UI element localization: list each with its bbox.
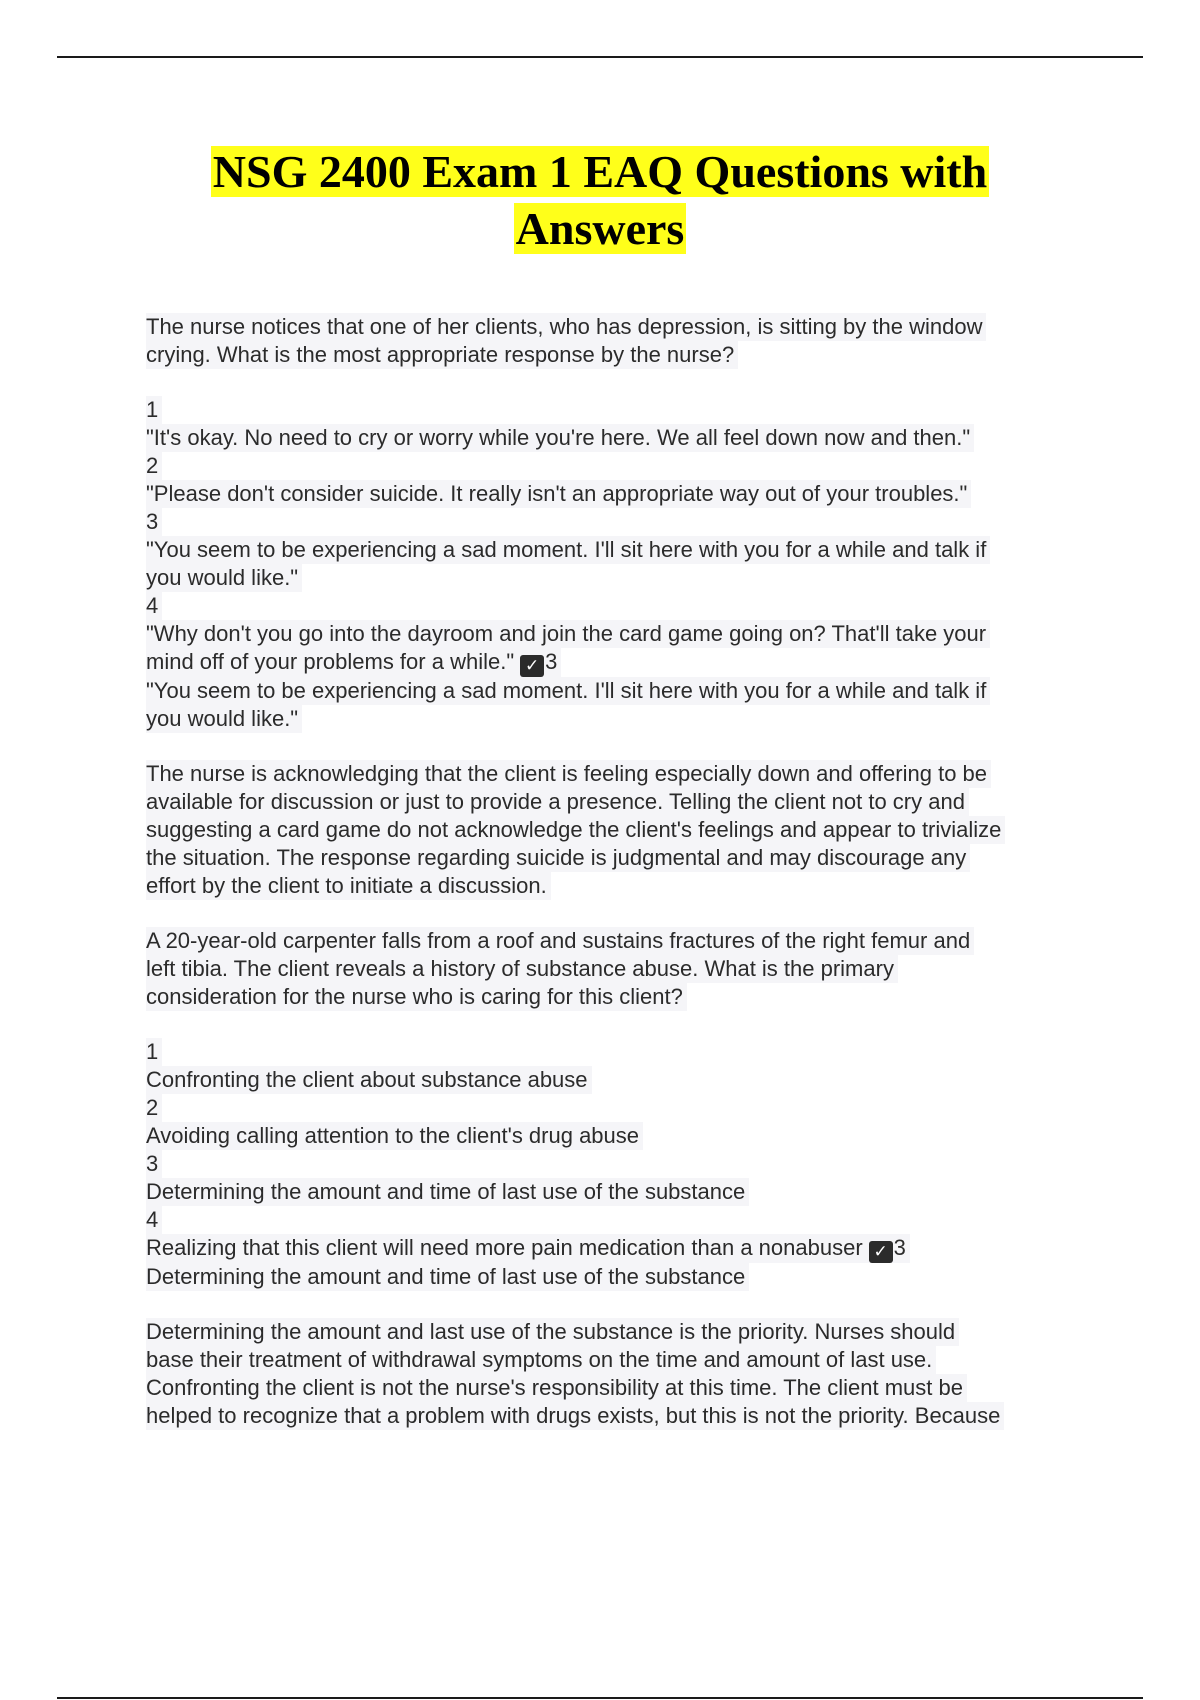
q2-option-4-answer-line bbox=[146, 1234, 910, 1263]
title-line-1: NSG 2400 Exam 1 EAQ Questions with bbox=[212, 146, 988, 197]
q1-answer-text: you would like." bbox=[146, 705, 302, 733]
q1-rationale-line: the situation. The response regarding suicide is judgmental and may discourage any bbox=[146, 844, 970, 872]
title-line-2: Answers bbox=[515, 203, 685, 254]
q1-stem-line: crying. What is the most appropriate response by the nurse? bbox=[146, 341, 738, 369]
q1-rationale-line: The nurse is acknowledging that the client is feeling especially down and offering to be bbox=[146, 760, 991, 788]
q2-option-1-text: Confronting the client about substance abuse bbox=[146, 1066, 592, 1094]
bottom-rule bbox=[57, 1697, 1143, 1699]
document-body bbox=[146, 313, 1096, 1430]
q1-option-1-text: "It's okay. No need to cry or worry while you're here. We all feel down now and then." bbox=[146, 424, 974, 452]
q2-option-3-number: 3 bbox=[146, 1150, 162, 1178]
q2-stem-line: consideration for the nurse who is caring for this client? bbox=[146, 983, 687, 1011]
q1-answer-number: 3 bbox=[545, 649, 558, 674]
q2-option-2-text: Avoiding calling attention to the client's drug abuse bbox=[146, 1122, 643, 1150]
q1-rationale-line: effort by the client to initiate a discussion. bbox=[146, 872, 551, 900]
q1-option-3-number: 3 bbox=[146, 508, 162, 536]
q1-rationale-line: suggesting a card game do not acknowledge the client's feelings and appear to trivialize bbox=[146, 816, 1005, 844]
q2-stem-line: left tibia. The client reveals a history of substance abuse. What is the primary bbox=[146, 955, 898, 983]
document-title bbox=[0, 143, 1200, 257]
q1-option-4-text: mind off of your problems for a while." bbox=[146, 649, 515, 674]
q2-stem-line: A 20-year-old carpenter falls from a roof and sustains fractures of the right femur and bbox=[146, 927, 974, 955]
question-1 bbox=[146, 313, 1096, 900]
q1-answer-text: "You seem to be experiencing a sad moment. I'll sit here with you for a while and talk if bbox=[146, 677, 990, 705]
q2-option-4-number: 4 bbox=[146, 1206, 162, 1234]
q1-rationale-line: available for discussion or just to provide a presence. Telling the client not to cry and bbox=[146, 788, 969, 816]
q2-rationale-line: Determining the amount and last use of the substance is the priority. Nurses should bbox=[146, 1318, 959, 1346]
q1-option-2-number: 2 bbox=[146, 452, 162, 480]
q2-answer-text: Determining the amount and time of last use of the substance bbox=[146, 1263, 749, 1291]
q2-option-3-text: Determining the amount and time of last use of the substance bbox=[146, 1178, 749, 1206]
q1-option-2-text: "Please don't consider suicide. It really isn't an appropriate way out of your troubles." bbox=[146, 480, 971, 508]
check-icon: ✓ bbox=[520, 655, 544, 677]
q1-option-4-number: 4 bbox=[146, 592, 162, 620]
q2-answer-number: 3 bbox=[893, 1235, 906, 1260]
q2-rationale-line: helped to recognize that a problem with drugs exists, but this is not the priority. Because bbox=[146, 1402, 1004, 1430]
q2-rationale-line: base their treatment of withdrawal symptoms on the time and amount of last use. bbox=[146, 1346, 936, 1374]
q1-option-4-text: "Why don't you go into the dayroom and join the card game going on? That'll take your bbox=[146, 620, 990, 648]
q1-option-4-answer-line bbox=[146, 648, 561, 677]
top-rule bbox=[57, 56, 1143, 58]
q2-option-4-text: Realizing that this client will need more pain medication than a nonabuser bbox=[146, 1235, 863, 1260]
q1-option-3-text: you would like." bbox=[146, 564, 302, 592]
q1-stem-line: The nurse notices that one of her clients, who has depression, is sitting by the window bbox=[146, 313, 986, 341]
check-icon: ✓ bbox=[869, 1241, 893, 1263]
q2-rationale-line: Confronting the client is not the nurse's responsibility at this time. The client must be bbox=[146, 1374, 967, 1402]
q1-option-3-text: "You seem to be experiencing a sad moment. I'll sit here with you for a while and talk if bbox=[146, 536, 990, 564]
q1-option-1-number: 1 bbox=[146, 396, 162, 424]
question-2 bbox=[146, 927, 1096, 1430]
q2-option-1-number: 1 bbox=[146, 1038, 162, 1066]
q2-option-2-number: 2 bbox=[146, 1094, 162, 1122]
